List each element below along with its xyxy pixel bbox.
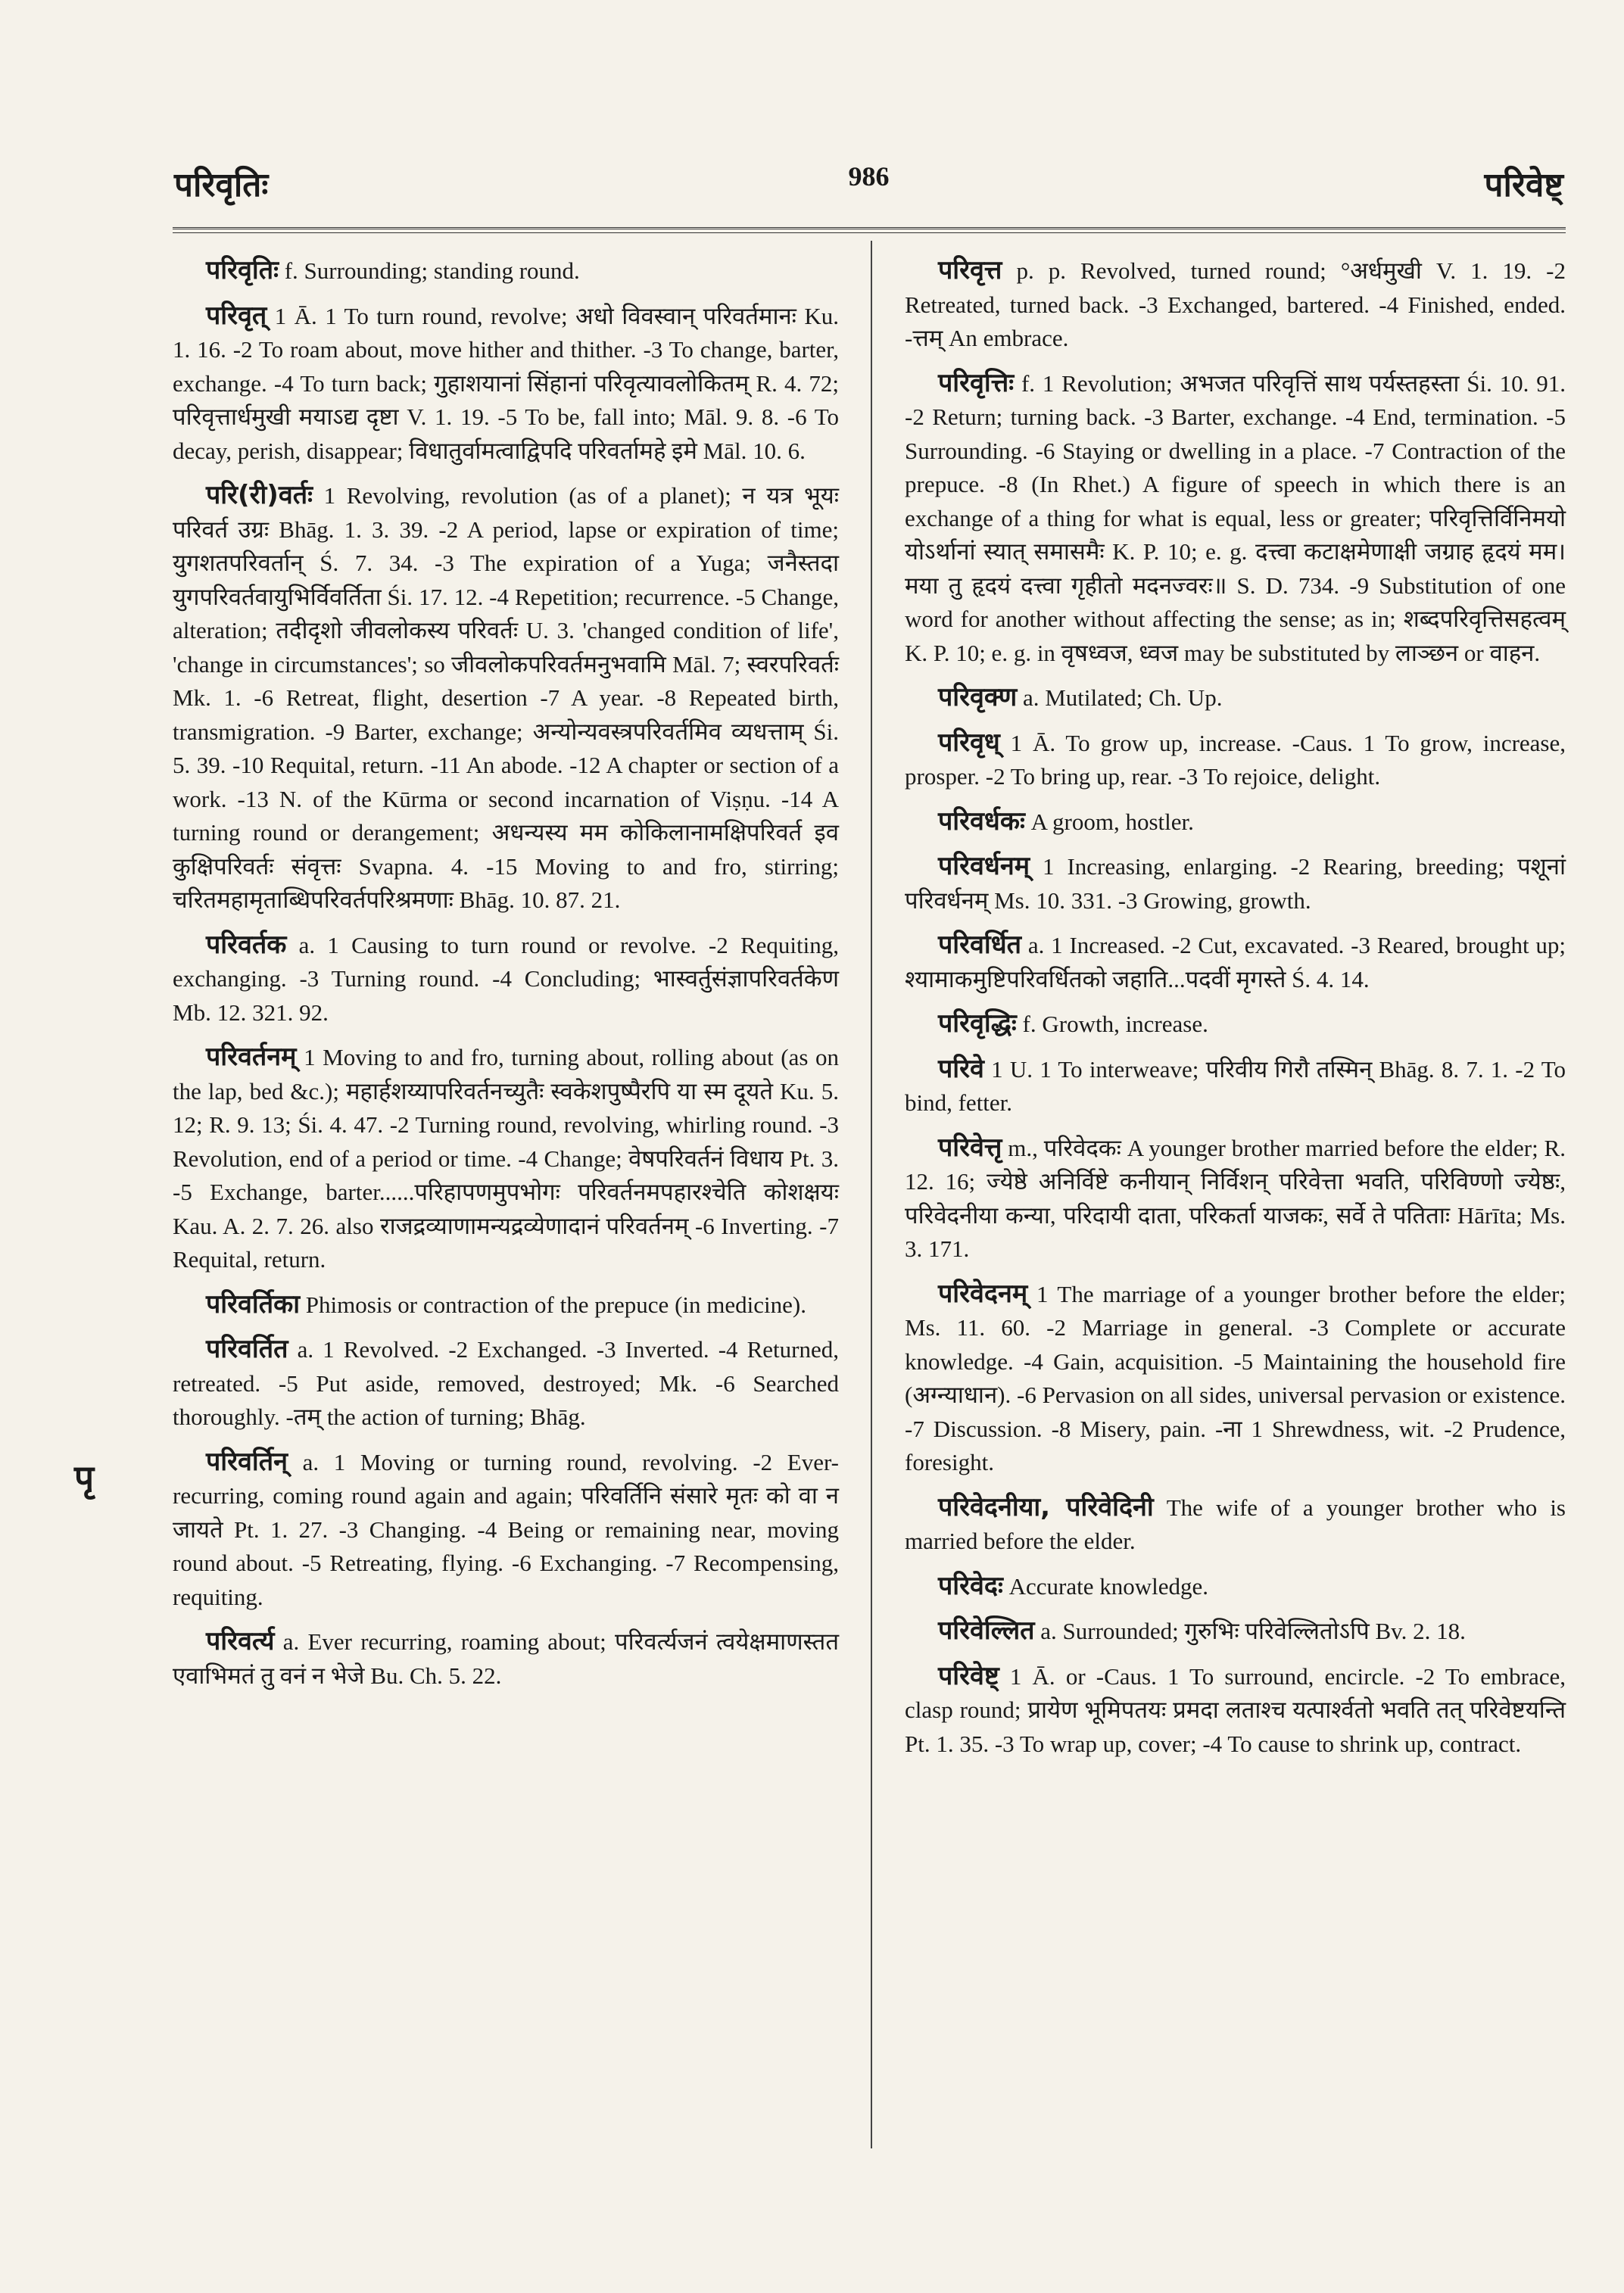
entry-headword: परिवर्तिका (206, 1288, 301, 1319)
entry-definition: f. Surrounding; standing round. (278, 257, 580, 284)
entry-definition: f. Growth, increase. (1016, 1011, 1208, 1037)
dictionary-entry (173, 254, 839, 288)
entry-definition: a. 1 Moving or turning round, revolving. -2 Ever-recurring, coming round again and again; परिवर्तिनि संसारे मृतः को वा न जायते Pt. 1. 27. -3 Changing. -4 Being or remaining near, moving round about. -5 Retreating, flying. -6 Exchanging. -7 Recompensing, requiting. (173, 1448, 839, 1610)
dictionary-entry (173, 478, 839, 918)
entry-headword: परि(री)वर्तः (206, 480, 313, 510)
dictionary-entry (905, 928, 1566, 996)
entry-headword: परिवर्धनम् (938, 851, 1030, 881)
entry-definition: Phimosis or contraction of the prepuce (in medicine). (300, 1291, 806, 1318)
entry-headword: परिवर्धकः (938, 805, 1025, 837)
entry-definition: a. 1 Causing to turn round or revolve. -2 Requiting, exchanging. -3 Turning round. -4 Concluding; भास्वर्तुसंज्ञापरिवर्तकेण Mb. 12. 321. 92. (173, 931, 839, 1026)
entry-headword: परिवेदनम् (938, 1278, 1028, 1309)
entry-definition: 1 Increasing, enlarging. -2 Rearing, breeding; पशूनां परिवर्धनम् Ms. 10. 331. -3 Growing, growth. (905, 853, 1566, 914)
page-number: 986 (848, 161, 890, 192)
dictionary-entry (905, 1277, 1566, 1480)
entry-headword: परिवर्त्य (206, 1626, 275, 1656)
dictionary-entry (905, 805, 1566, 840)
dictionary-entry (173, 1445, 839, 1615)
entry-definition: 1 Ā. To grow up, increase. -Caus. 1 To grow, increase, prosper. -2 To bring up, rear. -3 To rejoice, delight. (905, 729, 1566, 790)
entry-headword: परिवर्तिन् (206, 1446, 288, 1477)
dictionary-entry (905, 1569, 1566, 1604)
margin-mark: पृ (74, 1457, 92, 1498)
dictionary-entry (905, 1052, 1566, 1120)
right-column (905, 254, 1566, 1771)
dictionary-entry (905, 1614, 1566, 1649)
dictionary-entry (905, 254, 1566, 356)
dictionary-entry (905, 849, 1566, 918)
dictionary-entry (173, 1332, 839, 1435)
left-column (173, 254, 839, 1703)
entry-headword: परिवृद्धिः (938, 1008, 1017, 1039)
entry-definition: A groom, hostler. (1024, 808, 1194, 835)
entry-definition: 1 Ā. 1 To turn round, revolve; अधो विवस्वान् परिवर्तमानः Ku. 1. 16. -2 To roam about, move hither and thither. -3 To change, barter, exchange. -4 To turn back; गुहाशयानां सिंहानां परिवृत्यावलोकितम् R. 4. 72; परिवृत्तार्धमुखी मयाऽद्य दृष्टा V. 1. 19. -5 To be, fall into; Māl. 9. 8. -6 To decay, perish, disappear; विधातुर्वामत्वाद्विपदि परिवर्तामहे इमे Māl. 10. 6. (173, 302, 839, 464)
dictionary-entry (905, 726, 1566, 794)
entry-definition: m., परिवेदकः A younger brother married before the elder; R. 12. 16; ज्येष्ठे अनिर्विष्टे कनीयान् निर्विशन् परिवेत्ता भवति, परिविण्णो ज्येष्ठः, परिवेदनीया कन्या, परिदायी दाता, परिकर्ता याजकः, सर्वे ते पतिताः Hārīta; Ms. 3. 171. (905, 1134, 1566, 1262)
dictionary-entry (905, 681, 1566, 715)
dictionary-entry (905, 1131, 1566, 1266)
dictionary-entry (905, 1007, 1566, 1042)
dictionary-entry (905, 1659, 1566, 1762)
entry-definition: f. 1 Revolution; अभजत परिवृत्तिं साथ पर्यस्तहस्ता Śi. 10. 91. -2 Return; turning back. -3 Barter, exchange. -4 End, termination. -5 Surrounding. -6 Staying or dwelling in a place. -7 Contraction of the prepuce. -8 (In Rhet.) A figure of speech in which there is an exchange of a thing for what is equal, less or greater; परिवृत्तिर्विनिमयो योऽर्थानां स्यात् समासमैः K. P. 10; e. g. दत्त्वा कटाक्षमेणाक्षी जग्राह हृदयं मम। मया तु हृदयं दत्त्वा गृहीतो मदनज्वरः॥ S. D. 734. -9 Substitution of one word for another without affecting the sense; as in; शब्दपरिवृत्तिसहत्वम् K. P. 10; e. g. in वृषध्वज, ध्वज may be substituted by लाञ्छन or वाहन. (905, 369, 1566, 666)
entry-definition: 1 Ā. or -Caus. 1 To surround, encircle. -2 To embrace, clasp round; प्रायेण भूमिपतयः प्रमदा लताश्च यत्पार्श्वतो भवति तत् परिवेष्टयन्ति Pt. 1. 35. -3 To wrap up, cover; -4 To cause to shrink up, contract. (905, 1662, 1566, 1757)
entry-definition: The wife of a younger brother who is married before the elder. (905, 1494, 1566, 1554)
entry-definition: a. 1 Increased. -2 Cut, excavated. -3 Reared, brought up; श्यामाकमुष्टिपरिवर्धितको जहाति...पदवीं मृगस्ते Ś. 4. 14. (905, 932, 1566, 992)
dictionary-entry (173, 1040, 839, 1277)
entry-definition: a. Mutilated; Ch. Up. (1017, 684, 1223, 711)
entry-definition: 1 Revolving, revolution (as of a planet); न यत्र भूयः परिवर्त उग्रः Bhāg. 1. 3. 39. -2 A period, lapse or expiration of time; युगशतपरिवर्तान् Ś. 7. 34. -3 The expiration of a Yuga; जनैस्तदा युगपरिवर्तवायुभिर्विवर्तिता Śi. 17. 12. -4 Repetition; recurrence. -5 Change, alteration; तदीदृशो जीवलोकस्य परिवर्तः U. 3. 'changed condition of life', 'change in circumstances'; so जीवलोकपरिवर्तमनुभवामि Māl. 7; स्वरपरिवर्तः Mk. 1. -6 Retreat, flight, desertion -7 A year. -8 Repeated birth, transmigration. -9 Barter, exchange; अन्योन्यवस्त्रपरिवर्तमिव व्यधत्ताम् Śi. 5. 39. -10 Requital, return. -11 An abode. -12 A chapter or section of a work. -13 N. of the Kūrma or second incarnation of Viṣṇu. -14 A turning round or derangement; अधन्यस्य मम कोकिलानामक्षिपरिवर्त इव कुक्षिपरिवर्तः संवृत्तः Svapna. 4. -15 Moving to and fro, stirring; चरितमहामृताब्धिपरिवर्तपरिश्रमणाः Bhāg. 10. 87. 21. (173, 482, 839, 913)
entry-headword: परिवृतिः (206, 255, 279, 285)
entry-headword: परिवृत्तिः (938, 367, 1015, 398)
entry-definition: a. Surrounded; गुरुभिः परिवेल्लितोऽपि Bv. 2. 18. (1034, 1618, 1466, 1644)
entry-headword: परिवेष्ट् (938, 1660, 999, 1691)
entry-headword: परिवर्धित (938, 930, 1022, 960)
entry-definition: 1 The marriage of a younger brother before the elder; Ms. 11. 60. -2 Marriage in general. -3 Complete or accurate knowledge. -4 Gain, acquisition. -5 Maintaining the household fire (अग्न्याधान). -6 Pervasion on all sides, universal pervasion or existence. -7 Discussion. -8 Misery, pain. -ना 1 Shrewdness, wit. -2 Prudence, foresight. (905, 1280, 1566, 1475)
dictionary-entry (173, 928, 839, 1030)
entry-headword: परिवेदः (938, 1570, 1003, 1601)
header-rule (173, 227, 1566, 233)
entry-headword: परिवर्तक (206, 929, 287, 960)
entry-headword: परिवर्तनम् (206, 1042, 297, 1072)
dictionary-entry (173, 1625, 839, 1693)
entry-headword: परिवृक्ण (938, 682, 1018, 712)
entry-headword: परिवेत्तृ (938, 1132, 1002, 1163)
dictionary-entry (905, 1491, 1566, 1559)
right-running-headword: परिवेष्ट् (1484, 167, 1563, 204)
entry-headword: परिवृत्त (938, 255, 1002, 285)
column-divider (871, 241, 872, 2148)
page-header (174, 160, 1563, 213)
entry-headword: परिवृध् (938, 727, 1000, 758)
entry-headword: परिवेदनीया, परिवेदिनी (938, 1491, 1154, 1522)
entry-definition: 1 U. 1 To interweave; परिवीय गिरौ तस्मिन् Bhāg. 8. 7. 1. -2 To bind, fetter. (905, 1055, 1566, 1116)
entry-definition: a. 1 Revolved. -2 Exchanged. -3 Inverted. -4 Returned, retreated. -5 Put aside, removed, destroyed; Mk. -6 Searched thoroughly. -तम् the action of turning; Bhāg. (173, 1336, 839, 1430)
entry-headword: परिवेल्लित (938, 1615, 1035, 1646)
dictionary-entry (173, 299, 839, 469)
entry-headword: परिवृत् (206, 300, 267, 331)
dictionary-entry (173, 1288, 839, 1323)
dictionary-entry (905, 366, 1566, 671)
left-running-headword: परिवृतिः (174, 167, 269, 204)
entry-definition: a. Ever recurring, roaming about; परिवर्त्यजनं त्वयेक्षमाणस्तत एवाभिमतं तु वनं न भेजे Bu. Ch. 5. 22. (173, 1628, 839, 1689)
entry-headword: परिवे (938, 1053, 984, 1084)
entry-definition: p. p. Revolved, turned round; °अर्धमुखी V. 1. 19. -2 Retreated, turned back. -3 Exchanged, bartered. -4 Finished, ended. -त्तम् An embrace. (905, 257, 1566, 351)
entry-definition: 1 Moving to and fro, turning about, rolling about (as on the lap, bed &c.); महार्हशय्यापरिवर्तनच्युतैः स्वकेशपुष्पैरपि या स्म दूयते Ku. 5. 12; R. 9. 13; Śi. 4. 47. -2 Turning round, revolving, whirling round. -3 Revolution, end of a period or time. -4 Change; वेषपरिवर्तनं विधाय Pt. 3. -5 Exchange, barter......परिहापणमुपभोगः परिवर्तनमपहारश्चेति कोशक्षयः Kau. A. 2. 7. 26. also राजद्रव्याणामन्यद्रव्येणादानं परिवर्तनम् -6 Inverting. -7 Requital, return. (173, 1044, 839, 1273)
entry-definition: Accurate knowledge. (1002, 1572, 1208, 1600)
entry-headword: परिवर्तित (206, 1334, 288, 1364)
